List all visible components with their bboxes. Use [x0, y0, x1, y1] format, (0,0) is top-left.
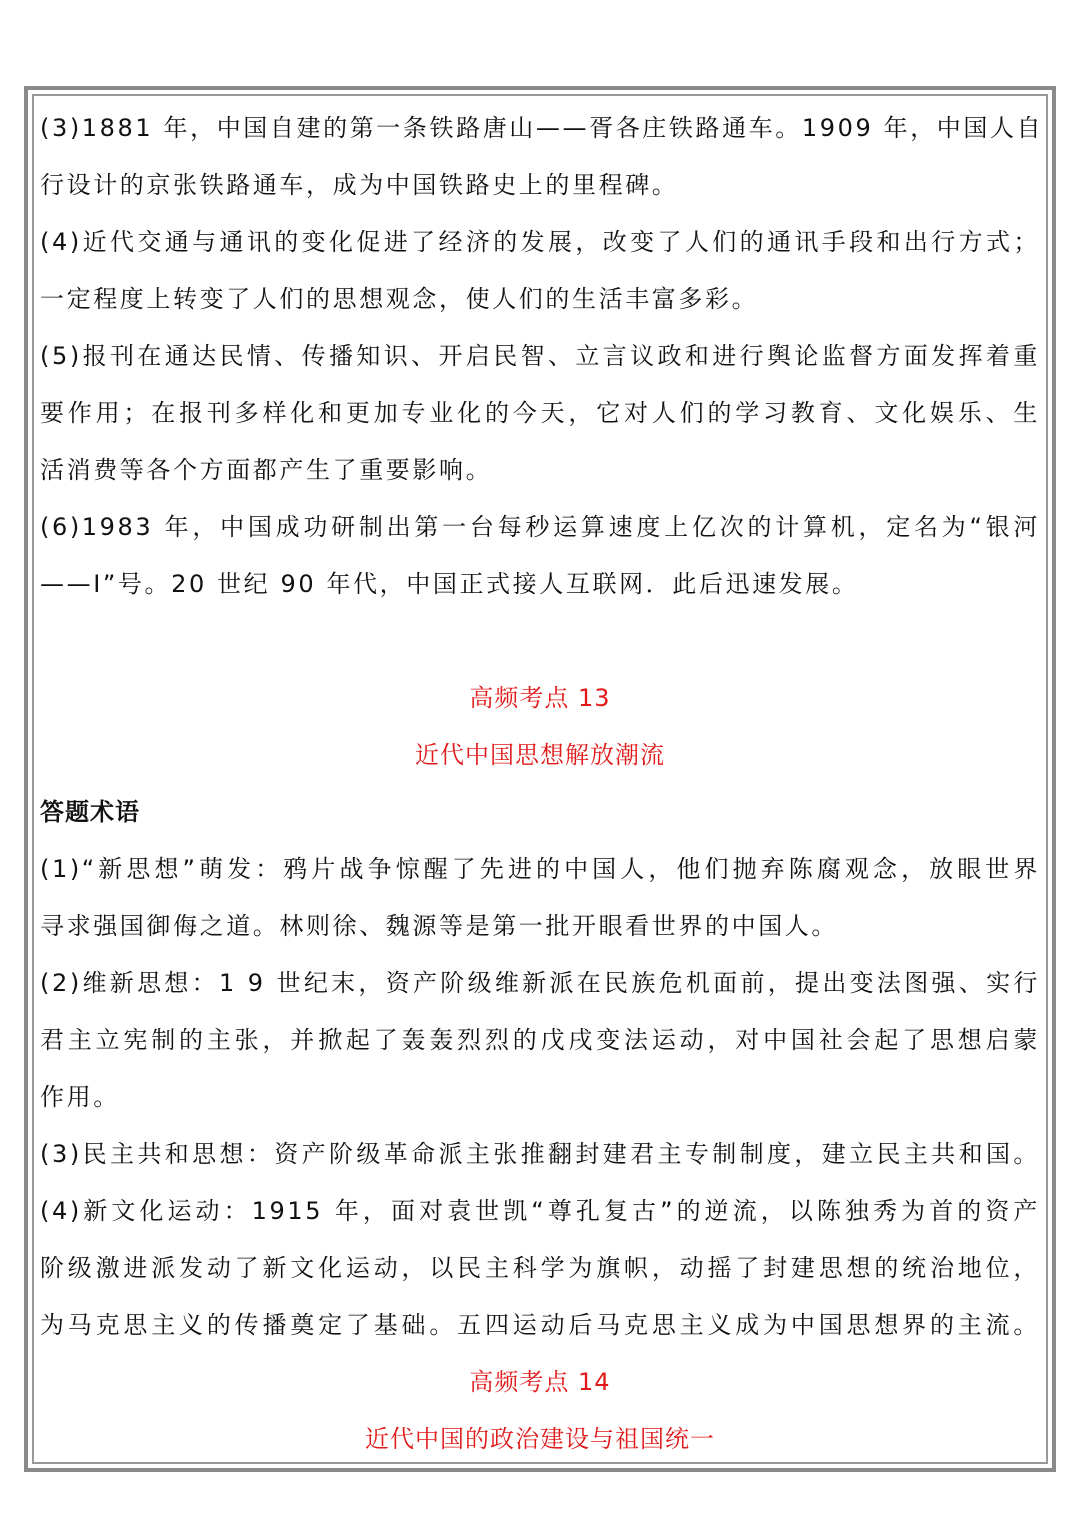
s13-paragraph-2-line-2: 君主立宪制的主张，并掀起了轰轰烈烈的戊戌变法运动，对中国社会起了思想启蒙 [40, 1026, 1040, 1054]
spacer [40, 613, 1040, 670]
paragraph-6-line-1: (6)1983 年，中国成功研制出第一台每秒运算速度上亿次的计算机，定名为“银河 [40, 513, 1040, 541]
s13-paragraph-4-line-3: 为马克思主义的传播奠定了基础。五四运动后马克思主义成为中国思想界的主流。 [40, 1311, 1040, 1339]
document-content [40, 100, 1044, 1468]
paragraph-5-line-2: 要作用；在报刊多样化和更加专业化的今天，它对人们的学习教育、文化娱乐、生 [40, 399, 1040, 427]
paragraph-5-line-3: 活消费等各个方面都产生了重要影响。 [40, 456, 493, 484]
paragraph-4-line-1: (4)近代交通与通讯的变化促进了经济的发展，改变了人们的通讯手段和出行方式； [40, 228, 1040, 256]
paragraph-4-line-2: 一定程度上转变了人们的思想观念，使人们的生活丰富多彩。 [40, 285, 759, 313]
s13-paragraph-2-line-3: 作用。 [40, 1083, 120, 1111]
section-14-title: 近代中国的政治建设与祖国统一 [365, 1425, 715, 1453]
s13-paragraph-3-line-1: (3)民主共和思想：资产阶级革命派主张推翻封建君主专制制度，建立民主共和国。 [40, 1140, 1040, 1168]
s13-paragraph-4-line-1: (4)新文化运动：1915 年，面对袁世凯“尊孔复古”的逆流，以陈独秀为首的资产 [40, 1197, 1040, 1225]
s13-paragraph-4-line-2: 阶级激进派发动了新文化运动，以民主科学为旗帜，动摇了封建思想的统治地位， [40, 1254, 1040, 1282]
s13-paragraph-2-line-1: (2)维新思想：1 9 世纪末，资产阶级维新派在民族危机面前，提出变法图强、实行 [40, 969, 1040, 997]
paragraph-5-line-1: (5)报刊在通达民情、传播知识、开启民智、立言议政和进行舆论监督方面发挥着重 [40, 342, 1040, 370]
paragraph-3-line-2: 行设计的京张铁路通车，成为中国铁路史上的里程碑。 [40, 171, 679, 199]
paragraph-3-line-1: (3)1881 年，中国自建的第一条铁路唐山——胥各庄铁路通车。1909 年，中国人自 [40, 114, 1044, 142]
section-13-subhead: 答题术语 [40, 798, 140, 826]
section-13-title: 近代中国思想解放潮流 [415, 741, 665, 769]
s13-paragraph-1-line-2: 寻求强国御侮之道。林则徐、魏源等是第一批开眼看世界的中国人。 [40, 912, 838, 940]
section-13-label: 高频考点 13 [469, 684, 611, 712]
section-14-label: 高频考点 14 [469, 1368, 611, 1396]
paragraph-6-line-2: ——I”号。20 世纪 90 年代，中国正式接人互联网．此后迅速发展。 [40, 570, 859, 598]
s13-paragraph-1-line-1: (1)“新思想”萌发：鸦片战争惊醒了先进的中国人，他们抛弃陈腐观念，放眼世界 [40, 855, 1040, 883]
